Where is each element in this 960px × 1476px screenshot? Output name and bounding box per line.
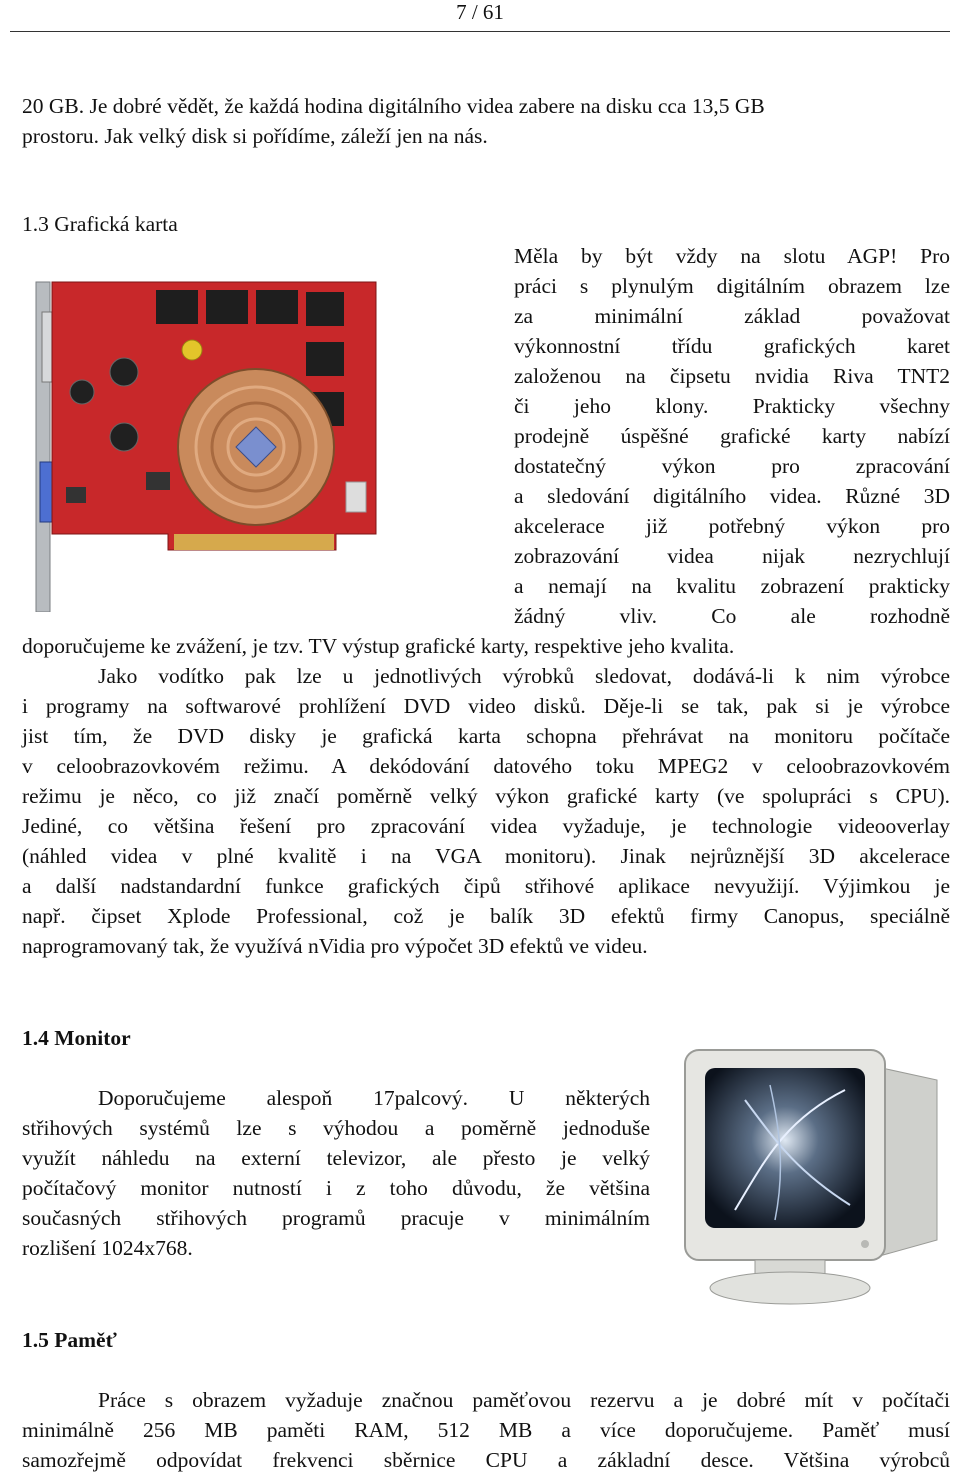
gpu-text-line: jist tím, že DVD disky je grafická karta schopna přehrávat na monitoru počítače <box>22 724 950 748</box>
memory-text-line: Práce s obrazem vyžaduje značnou paměťovou rezervu a je dobré mít v počítači <box>98 1388 950 1412</box>
memory-text-line: minimálně 256 MB paměti RAM, 512 MB a více doporučujeme. Paměť musí <box>22 1418 950 1442</box>
monitor-text-line: současných střihových programů pracuje v minimálním <box>22 1206 650 1230</box>
gpu-text-line: režimu je něco, co již značí poměrně velký výkon grafické karty (ve spolupráci s CPU). <box>22 784 950 808</box>
gpu-text-line: Jako vodítko pak lze u jednotlivých výrobků sledovat, dodává-li k nim výrobce <box>98 664 950 688</box>
gpu-side-line: Měla by být vždy na slotu AGP! Pro <box>514 244 950 268</box>
gpu-side-line: akcelerace již potřebný výkon pro <box>514 514 950 538</box>
monitor-text-line: Doporučujeme alespoň 17palcový. U některých <box>98 1086 650 1110</box>
gpu-side-line: žádný vliv. Co ale rozhodně <box>514 604 950 628</box>
gpu-side-line: či jeho klony. Prakticky všechny <box>514 394 950 418</box>
monitor-text-line: počítačový monitor nutností i z toho důvodu, že většina <box>22 1176 650 1200</box>
graphics-card-image <box>6 272 386 612</box>
gpu-text-line: i programy na softwarové prohlížení DVD video disků. Děje-li se tak, pak si je výrobce <box>22 694 950 718</box>
monitor-text-line: střihových systémů lze s výhodou a poměrně jednoduše <box>22 1116 650 1140</box>
page-number: 7 / 61 <box>456 0 504 24</box>
gpu-side-line: a nemají na kvalitu zobrazení prakticky <box>514 574 950 598</box>
gpu-side-line: prodejně úspěšné grafické karty nabízí <box>514 424 950 448</box>
intro-line: 20 GB. Je dobré vědět, že každá hodina digitálního videa zabere na disku cca 13,5 GB <box>22 94 765 118</box>
gpu-text-line: naprogramovaný tak, že využívá nVidia pro výpočet 3D efektů ve videu. <box>22 934 648 958</box>
gpu-side-line: a sledování digitálního videa. Různé 3D <box>514 484 950 508</box>
gpu-side-line: dostatečný výkon pro zpracování <box>514 454 950 478</box>
monitor-text-line: rozlišení 1024x768. <box>22 1236 193 1260</box>
gpu-text-line: v celoobrazovkovém režimu. A dekódování datového toku MPEG2 v celoobrazovkovém <box>22 754 950 778</box>
crt-monitor-image <box>675 1040 950 1312</box>
gpu-text-line: např. čipset Xplode Professional, což je balík 3D efektů firmy Canopus, speciálně <box>22 904 950 928</box>
gpu-side-line: za minimální základ považovat <box>514 304 950 328</box>
gpu-text-line: (náhled videa v plné kvalitě i na VGA monitoru). Jinak nejrůznější 3D akcelerace <box>22 844 950 868</box>
gpu-text-line: a další nadstandardní funkce grafických čipů střihové aplikace nevyužijí. Výjimkou je <box>22 874 950 898</box>
intro-line: prostoru. Jak velký disk si pořídíme, záleží jen na nás. <box>22 124 488 148</box>
monitor-text-line: využít náhledu na externí televizor, ale přesto je velký <box>22 1146 650 1170</box>
section-heading-monitor: 1.4 Monitor <box>22 1026 131 1050</box>
gpu-text-line: doporučujeme ke zvážení, je tzv. TV výstup grafické karty, respektive jeho kvalita. <box>22 634 735 658</box>
gpu-side-line: zobrazování videa nijak nezrychlují <box>514 544 950 568</box>
section-heading-memory: 1.5 Paměť <box>22 1328 117 1352</box>
section-heading-gpu: 1.3 Grafická karta <box>22 212 178 236</box>
gpu-text-line: Jediné, co většina řešení pro zpracování videa vyžaduje, je technologie videooverlay <box>22 814 950 838</box>
gpu-side-line: výkonnostní třídu grafických karet <box>514 334 950 358</box>
header-rule <box>10 31 950 32</box>
memory-text-line: samozřejmě odpovídat frekvenci sběrnice CPU a základní desce. Většina výrobců <box>22 1448 950 1472</box>
gpu-side-line: práci s plynulým digitálním obrazem lze <box>514 274 950 298</box>
gpu-side-line: založenou na čipsetu nvidia Riva TNT2 <box>514 364 950 388</box>
